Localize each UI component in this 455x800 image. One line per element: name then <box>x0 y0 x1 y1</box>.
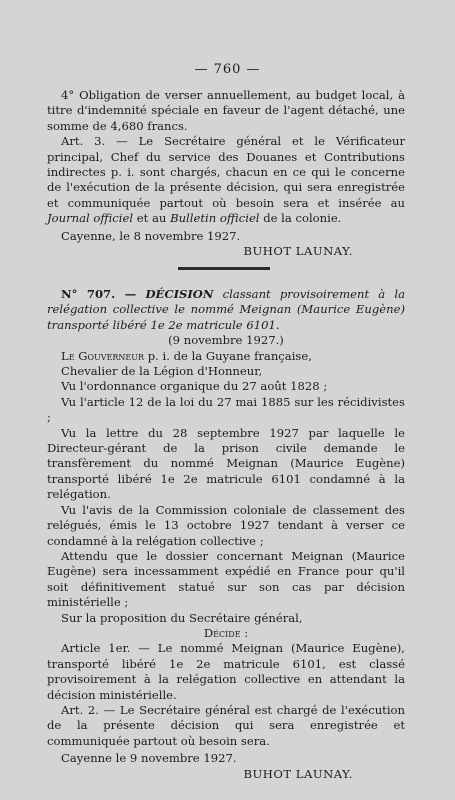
bulletin-officiel-text: Bulletin officiel <box>170 211 260 226</box>
decision-date: (9 novembre 1927.) <box>168 333 284 348</box>
vu-article-12: Vu l'article 12 de la loi du 27 mai 1885 sur les récidivistes ; <box>47 394 405 425</box>
decide-heading: Décide : <box>203 625 249 640</box>
decision-subtitle: classant provisoirement à la relégation collective le nommé Meignan (Maurice Eugène) transporté libéré 1e 2e matricule 6101. <box>47 287 405 332</box>
page-number: — 760 — <box>194 62 261 77</box>
vu-lettre: Vu la lettre du 28 septembre 1927 par laquelle le Directeur-gérant de la prison civile demande le transfèrement du nommé Meignan (Maurice Eugène) transporté libéré 1e 2e matricule 6101 condamné à la relégation. <box>47 425 405 502</box>
decision-date-line: Cayenne le 9 novembre 1927. <box>61 751 237 766</box>
governor-line: Le Gouverneur p. i. de la Guyane française, <box>61 348 312 363</box>
proposition-line: Sur la proposition du Secrétaire général, <box>61 610 303 625</box>
previous-decision-end <box>47 88 405 259</box>
obligation-paragraph: 4° Obligation de verser annuellement, au budget local, à titre d'indemnité spéciale en faveur de l'agent détaché, une somme de 4,680 francs. <box>47 88 405 133</box>
journal-officiel-text: Journal officiel <box>47 211 134 226</box>
date-line: Cayenne, le 8 novembre 1927. <box>61 228 241 243</box>
article-3-paragraph: Art. 3. — Le Secrétaire général et le Vérificateur principal, Chef du service des Douanes et Contributions indirectes p. i. sont chargés, chacun en ce qui le concerne de l'exécution de la présente décision, qui sera enregistrée et communiquée partout où besoin sera et insérée au Journal officiel et au Bulletin officiel de la colonie. <box>47 134 405 226</box>
attendu-paragraph: Attendu que le dossier concernant Meignan (Maurice Eugène) sera incessamment expédié en France pour qu'il soit définitivement statué sur son cas par décision ministérielle ; <box>47 548 405 610</box>
chevalier-line: Chevalier de la Légion d'Honneur, <box>61 364 263 379</box>
decision-707 <box>47 287 405 782</box>
decision-heading: N° 707. — DÉCISION classant provisoirement à la relégation collective le nommé Meignan (Maurice Eugène) transporté libéré 1e 2e matricule 6101. <box>47 287 405 332</box>
decision-title: DÉCISION <box>145 287 214 301</box>
signature: BUHOT LAUNAY. <box>243 244 353 259</box>
vu-ordonnance: Vu l'ordonnance organique du 27 août 1828 ; <box>61 379 328 394</box>
article-1-paragraph: Article 1er. — Le nommé Meignan (Maurice Eugène), transporté libéré 1e 2e matricule 6101, est classé provisoirement à la relégation collective en attendant la décision ministérielle. <box>47 641 405 702</box>
vu-avis: Vu l'avis de la Commission coloniale de classement des relégués, émis le 13 octobre 1927 tendant à verser ce condamné à la relégation collective ; <box>47 502 405 548</box>
article-2-paragraph: Art. 2. — Le Secrétaire général est chargé de l'exécution de la présente décision qui sera enregistrée et communiquée partout où besoin sera. <box>47 702 405 748</box>
section-divider <box>178 267 270 270</box>
decision-signature: BUHOT LAUNAY. <box>243 766 353 781</box>
